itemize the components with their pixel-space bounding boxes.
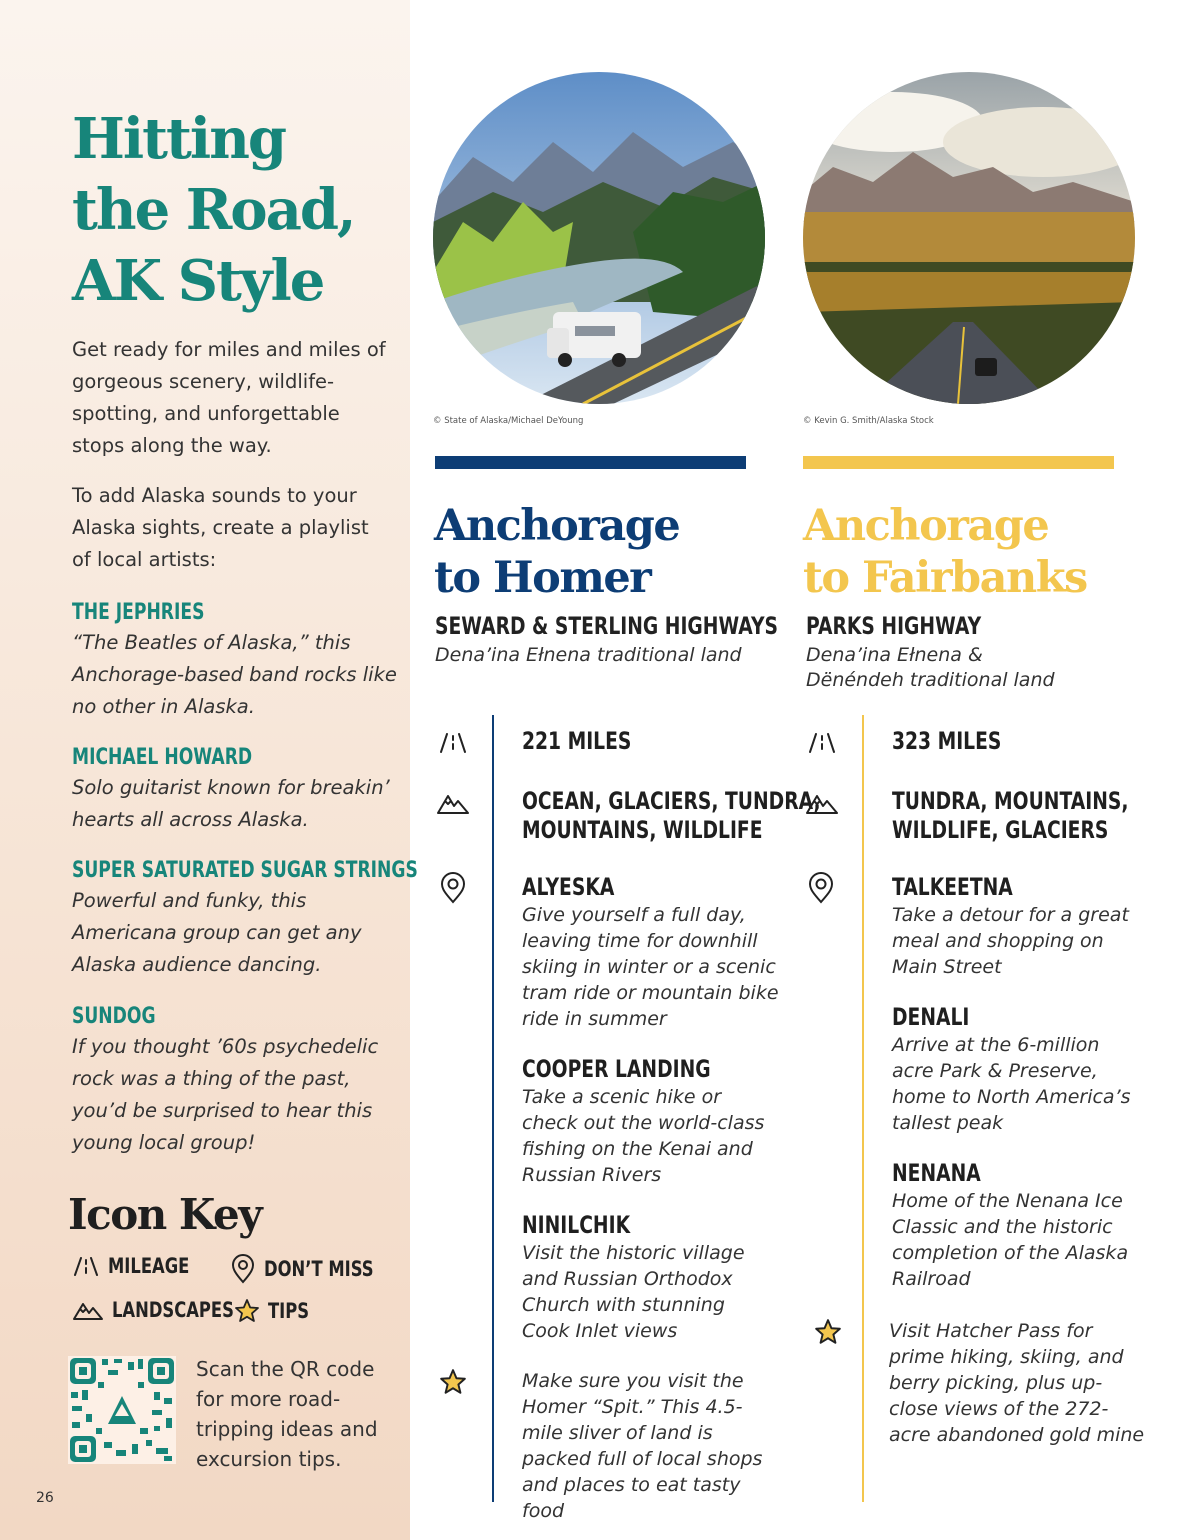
stop-item <box>892 1003 1147 1136</box>
road-icon <box>806 726 838 758</box>
qr-code[interactable] <box>68 1356 176 1464</box>
icon-key-item-tips <box>234 1298 321 1324</box>
traditional-land: Dena’ina Ełnena traditional land <box>435 644 742 666</box>
highway-mountains-photo <box>803 72 1135 404</box>
artist-item <box>72 745 402 836</box>
route-title-line: Anchorage <box>434 501 680 551</box>
title-line: AK Style <box>72 248 324 314</box>
artist-description: Solo guitarist known for breakin’ hearts all across Alaska. <box>72 776 390 831</box>
icon-key-label: MILEAGE <box>108 1254 190 1278</box>
star-icon <box>234 1298 260 1324</box>
stop-item <box>522 1055 772 1188</box>
stop-name: TALKEETNA <box>892 873 1013 901</box>
icon-key-item-mileage <box>72 1254 212 1278</box>
artist-item <box>72 1004 402 1159</box>
qr-caption: Scan the QR code for more road-tripping ideas and excursion tips. <box>196 1357 378 1471</box>
landscapes-line: TUNDRA, MOUNTAINS, <box>892 787 1129 815</box>
route-title-line: to Fairbanks <box>803 553 1087 603</box>
traditional-land-line: Dënéndeh traditional land <box>806 669 1055 691</box>
map-pin-icon <box>230 1254 256 1284</box>
icon-key-label: DON’T MISS <box>264 1257 374 1281</box>
landscapes-line: MOUNTAINS, WILDLIFE <box>522 816 763 844</box>
route-highway: SEWARD & STERLING HIGHWAYS <box>435 612 778 640</box>
sidebar <box>0 0 418 1540</box>
artist-item <box>72 858 418 981</box>
route-title-line: to Homer <box>434 553 651 603</box>
artist-description: If you thought ’60s psychedelic rock was a thing of the past, you’d be surprised to hear this young local group! <box>72 1035 379 1154</box>
route-divider <box>862 715 864 1502</box>
traditional-land-line: Dena’ina Ełnena & <box>806 644 983 666</box>
route-divider <box>492 715 494 1502</box>
mountain-icon <box>437 787 469 819</box>
route-color-bar <box>435 456 746 469</box>
route-title <box>803 500 1087 604</box>
stop-name: COOPER LANDING <box>522 1055 711 1083</box>
stop-name: NENANA <box>892 1159 981 1187</box>
artist-name: SUPER SATURATED SUGAR STRINGS <box>72 858 418 883</box>
stop-description: Give yourself a full day, leaving time for downhill skiing in winter or a scenic tram ride or mountain bike ride in summer <box>522 904 779 1030</box>
stop-item <box>522 1211 757 1344</box>
artist-description: Powerful and funky, this Americana group can get any Alaska audience dancing. <box>72 889 362 976</box>
landscapes-line: WILDLIFE, GLACIERS <box>892 816 1109 844</box>
artist-name: MICHAEL HOWARD <box>72 745 253 770</box>
road-icon <box>72 1254 100 1278</box>
icon-key-item-dont-miss <box>230 1254 405 1284</box>
playlist-intro: To add Alaska sounds to your Alaska sights, create a playlist of local artists: <box>72 484 369 571</box>
route-mileage: 221 MILES <box>522 727 632 755</box>
route-title-line: Anchorage <box>803 501 1049 551</box>
artist-description: “The Beatles of Alaska,” this Anchorage-based band rocks like no other in Alaska. <box>72 631 397 718</box>
artist-item <box>72 600 402 723</box>
map-pin-icon <box>437 872 469 904</box>
icon-key-label: LANDSCAPES <box>112 1298 234 1322</box>
intro-paragraph: Get ready for miles and miles of gorgeous scenery, wildlife-spotting, and unforgettable stops along the way. <box>72 338 386 457</box>
stop-item <box>892 1159 1132 1292</box>
route-mileage: 323 MILES <box>892 727 1002 755</box>
stop-description: Take a detour for a great meal and shopping on Main Street <box>892 904 1129 978</box>
route-landscapes <box>522 787 821 845</box>
mountain-icon <box>806 787 838 819</box>
landscapes-line: OCEAN, GLACIERS, TUNDRA, <box>522 787 821 815</box>
road-icon <box>437 726 469 758</box>
title-line: the Road, <box>72 177 355 243</box>
route-landscapes <box>892 787 1128 845</box>
stop-name: ALYESKA <box>522 873 615 901</box>
mountain-icon <box>72 1298 104 1322</box>
icon-key-title: Icon Key <box>68 1190 262 1239</box>
route-color-bar <box>803 456 1114 469</box>
stop-item <box>522 873 787 1032</box>
stop-name: DENALI <box>892 1003 970 1031</box>
page-title <box>72 104 392 317</box>
stop-description: Home of the Nenana Ice Classic and the historic completion of the Alaska Railroad <box>892 1190 1129 1290</box>
map-pin-icon <box>805 872 837 904</box>
star-icon <box>439 1368 467 1396</box>
rv-river-photo <box>433 72 765 404</box>
route-tip: Visit Hatcher Pass for prime hiking, skiing, and berry picking, plus up-close views of the 272-acre abandoned gold mine <box>889 1320 1145 1446</box>
route-highway: PARKS HIGHWAY <box>806 612 982 640</box>
stop-name: NINILCHIK <box>522 1211 631 1239</box>
stop-description: Arrive at the 6-million acre Park & Preserve, home to North America’s tallest peak <box>892 1034 1131 1134</box>
artist-name: THE JEPHRIES <box>72 600 205 625</box>
star-icon <box>814 1318 842 1346</box>
photo-credit: © State of Alaska/Michael DeYoung <box>433 416 584 426</box>
route-tip: Make sure you visit the Homer “Spit.” This 4.5-mile sliver of land is packed full of local shops and places to eat tasty food <box>522 1370 763 1522</box>
traditional-land <box>806 643 1126 693</box>
title-line: Hitting <box>72 106 286 172</box>
page-number: 26 <box>36 1490 54 1506</box>
photo-credit: © Kevin G. Smith/Alaska Stock <box>803 416 934 426</box>
icon-key-label: TIPS <box>268 1299 310 1323</box>
artist-name: SUNDOG <box>72 1004 156 1029</box>
stop-description: Take a scenic hike or check out the world-class fishing on the Kenai and Russian Rivers <box>522 1086 765 1186</box>
route-title <box>434 500 679 604</box>
stop-description: Visit the historic village and Russian Orthodox Church with stunning Cook Inlet views <box>522 1242 745 1342</box>
stop-item <box>892 873 1132 980</box>
